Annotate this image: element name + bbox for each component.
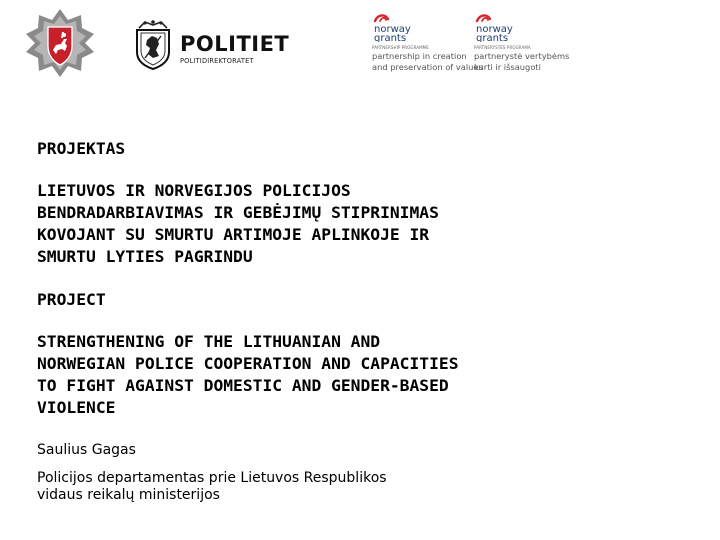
norway-grants-caption: PARTNERYSTĖS PROGRAMA	[474, 45, 531, 50]
project-title-lt-line: KOVOJANT SU SMURTU ARTIMOJE APLINKOJE IR	[37, 225, 430, 244]
project-title-lt-line: SMURTU LYTIES PAGRINDU	[37, 247, 253, 266]
norway-grants-icon	[474, 12, 536, 42]
norway-grants-brand-line2: grants	[476, 33, 509, 42]
project-title-en-line: TO FIGHT AGAINST DOMESTIC AND GENDER-BASED	[37, 376, 449, 395]
norway-grants-logo-en	[372, 12, 483, 72]
project-label-en: PROJECT	[37, 290, 106, 309]
project-title-lt-line: LIETUVOS IR NORVEGIJOS POLICIJOS	[37, 181, 351, 200]
project-title-en-line: VIOLENCE	[37, 398, 116, 417]
norway-grants-icon	[372, 12, 434, 42]
project-title-en	[37, 331, 459, 419]
affiliation-line: vidaus reikalų ministerijos	[37, 487, 220, 503]
project-title-lt-line: BENDRADARBIAVIMAS IR GEBĖJIMŲ STIPRINIMAS	[37, 203, 439, 222]
norway-grants-caption: PARTNERSHIP PROGRAMME	[372, 45, 429, 50]
norway-grants-description-line2: and preservation of values	[372, 62, 483, 72]
project-title-en-line: NORWEGIAN POLICE COOPERATION AND CAPACITIES	[37, 354, 459, 373]
author-name: Saulius Gagas	[37, 442, 136, 458]
project-label-lt: PROJEKTAS	[37, 139, 126, 158]
project-title-lt	[37, 180, 439, 268]
norway-grants-brand-line1: norway	[374, 24, 411, 35]
affiliation-line: Policijos departamentas prie Lietuvos Respublikos	[37, 470, 387, 486]
project-title-en-line: STRENGTHENING OF THE LITHUANIAN AND	[37, 332, 381, 351]
politiet-logo-subtitle: POLITIDIREKTORATET	[180, 57, 254, 65]
norway-grants-description-line2: kurti ir išsaugoti	[474, 62, 541, 72]
norway-grants-description-line1: partnerystė vertybėms	[474, 51, 570, 61]
norway-grants-logo-lt	[474, 12, 569, 72]
politiet-logo	[180, 33, 289, 65]
norway-grants-description-line1: partnership in creation	[372, 51, 467, 61]
lithuanian-police-badge-icon	[25, 8, 95, 78]
norway-grants-brand-line1: norway	[476, 24, 513, 35]
author-affiliation	[37, 470, 387, 504]
norwegian-police-emblem-icon	[133, 18, 173, 70]
politiet-logo-name: POLITIET	[180, 32, 290, 56]
norway-grants-brand-line2: grants	[374, 33, 407, 42]
